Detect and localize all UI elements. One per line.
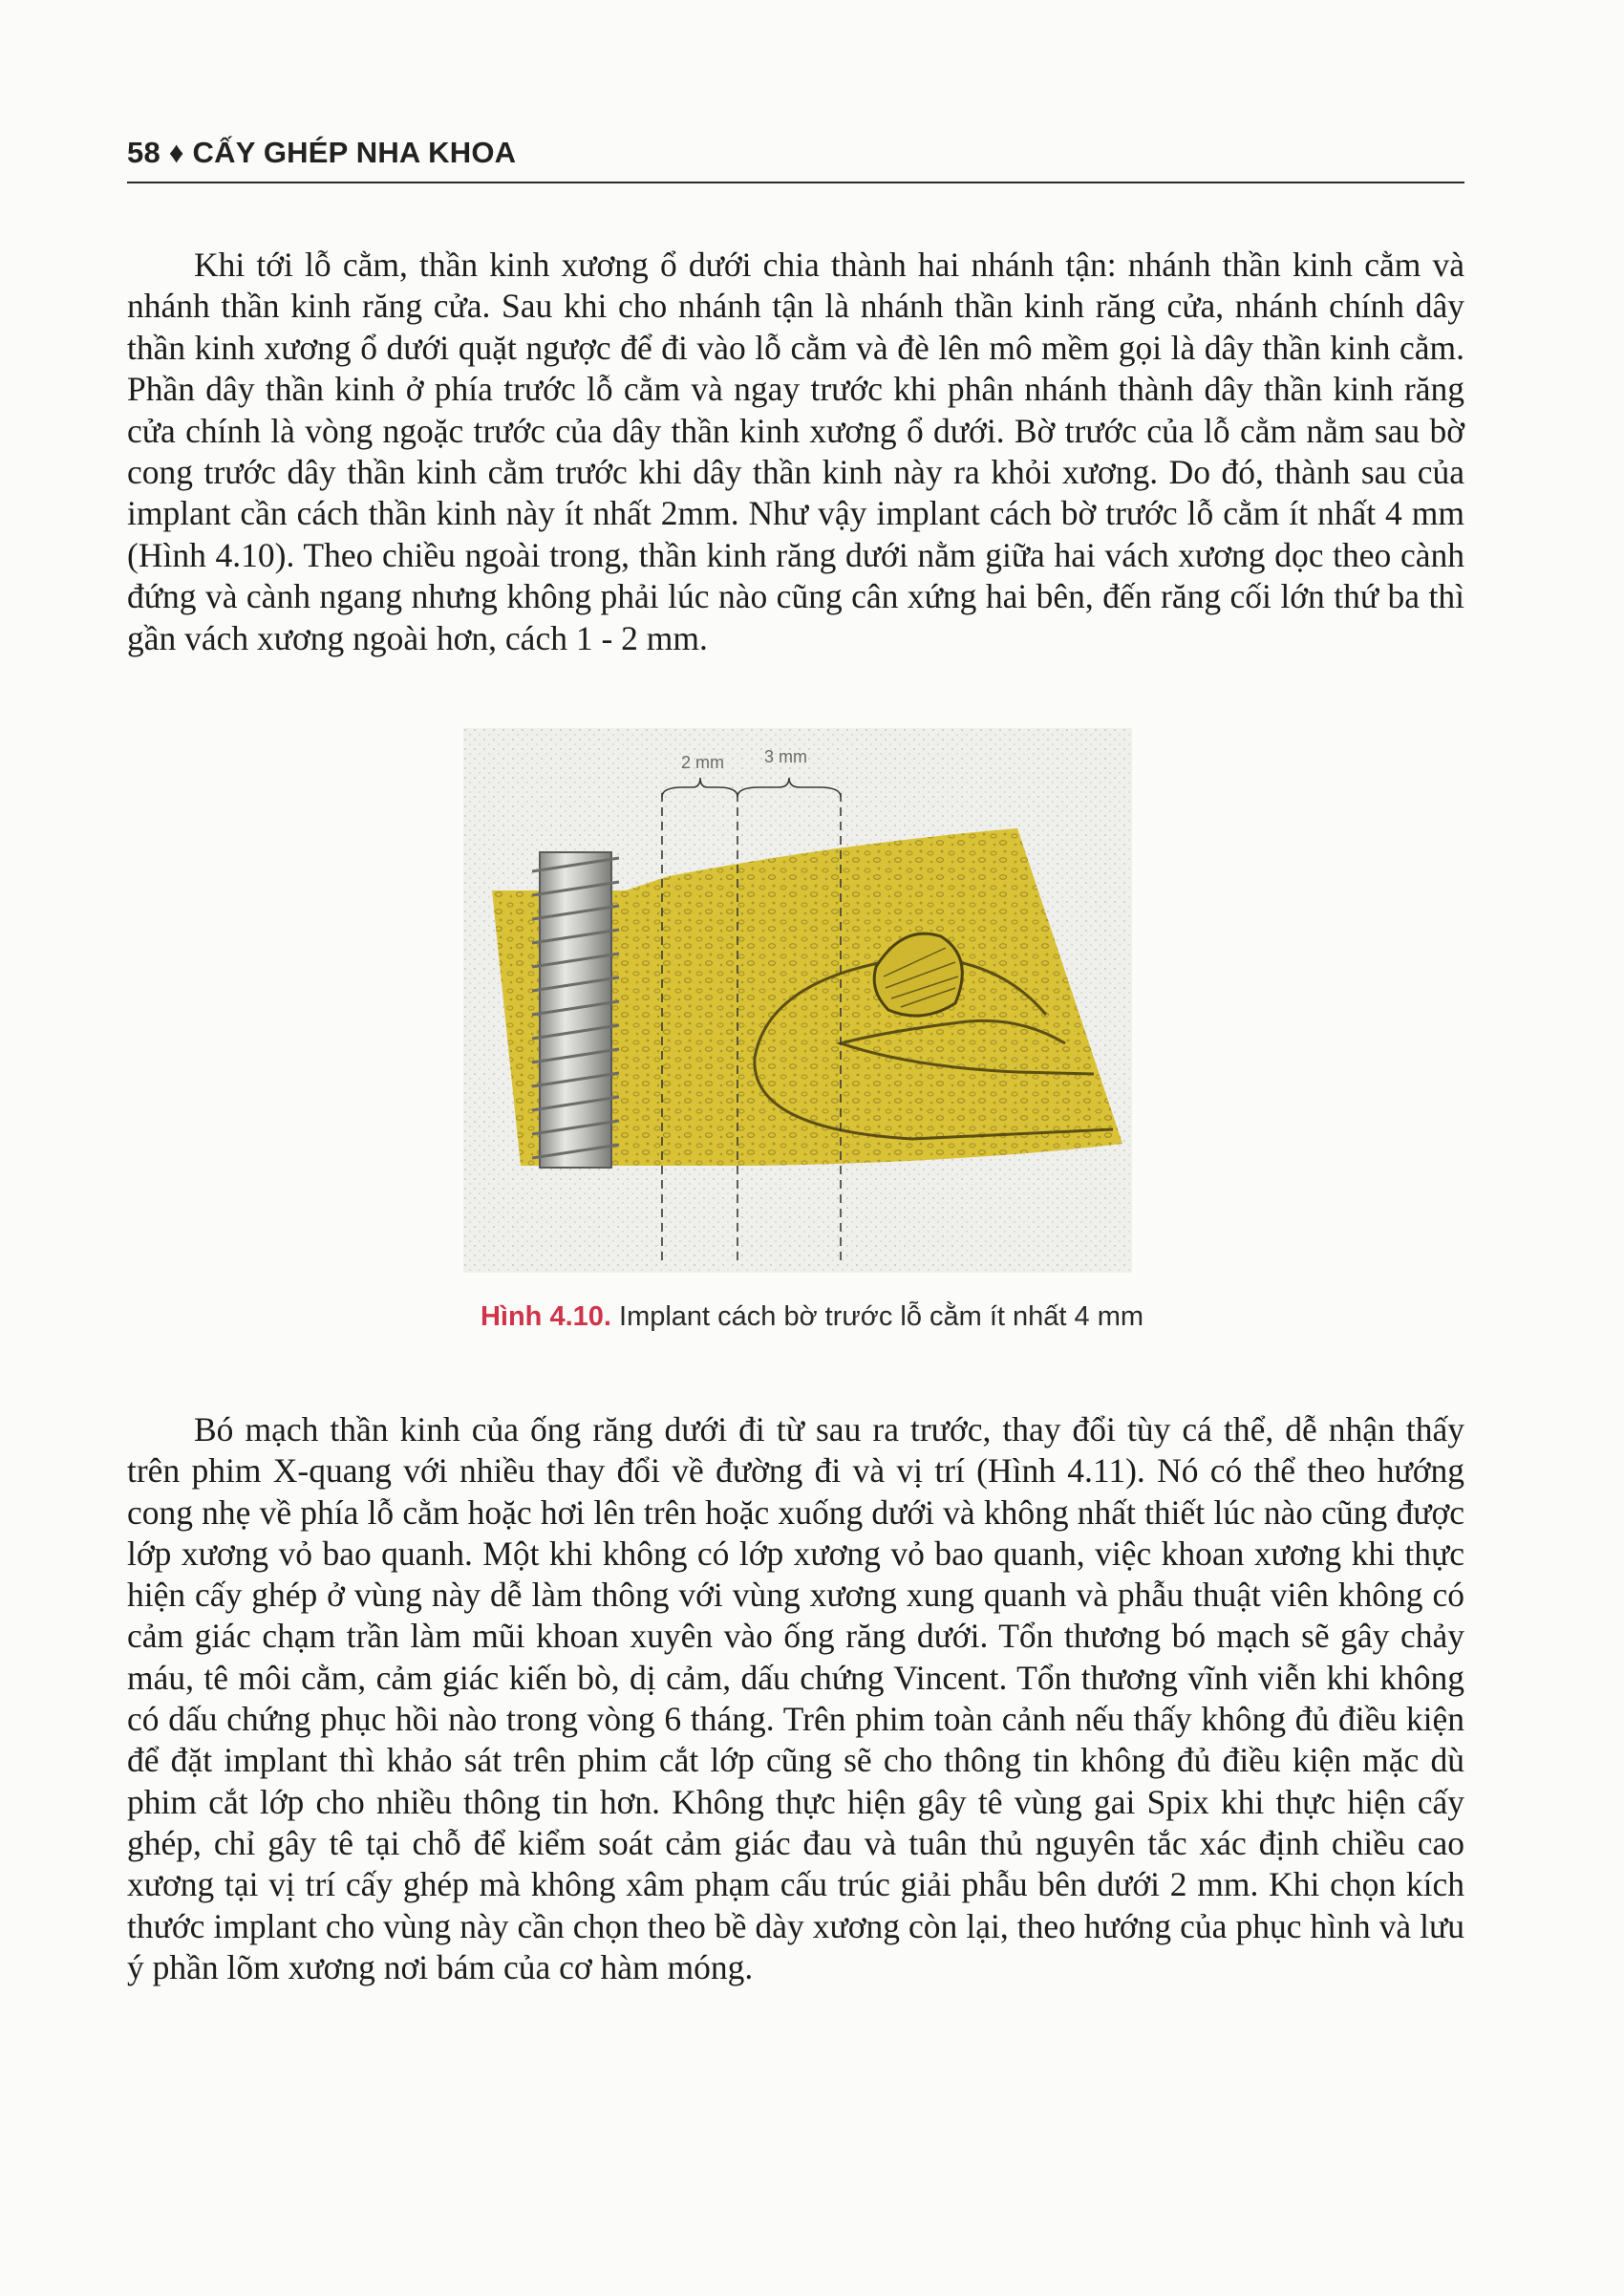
label-3mm: 3 mm bbox=[764, 747, 807, 766]
figure-caption bbox=[0, 1301, 1624, 1333]
paragraph-1: Khi tới lỗ cằm, thần kinh xương ổ dưới chia thành hai nhánh tận: nhánh thần kinh cằm và nhánh thần kinh răng cửa. Sau khi cho nhánh tận là nhánh thần kinh răng cửa, nhánh chính dây thần kinh xương ổ dưới quặt ngược để đi vào lỗ cằm và đè lên mô mềm gọi là dây thần kinh cằm. Phần dây thần kinh ở phía trước lỗ cằm và ngay trước khi phân nhánh thành dây thần kinh răng cửa chính là vòng ngoặc trước của dây thần kinh xương ổ dưới. Bờ trước của lỗ cằm nằm sau bờ cong trước dây thần kinh cằm trước khi dây thần kinh này ra khỏi xương. Do đó, thành sau của implant cần cách thần kinh này ít nhất 2mm. Như vậy implant cách bờ trước lỗ cằm ít nhất 4 mm (Hình 4.10). Theo chiều ngoài trong, thần kinh răng dưới nằm giữa hai vách xương dọc theo cành đứng và cành ngang nhưng không phải lúc nào cũng cân xứng hai bên, đến răng cối lớn thứ ba thì gần vách xương ngoài hơn, cách 1 - 2 mm. bbox=[127, 246, 1464, 657]
implant-screw bbox=[532, 852, 619, 1168]
figure-implant-diagram bbox=[463, 728, 1132, 1273]
paragraph-2: Bó mạch thần kinh của ống răng dưới đi từ sau ra trước, thay đổi tùy cá thể, dễ nhận thấy trên phim X-quang với nhiều thay đổi về đường đi và vị trí (Hình 4.11). Nó có thể theo hướng cong nhẹ về phía lỗ cằm hoặc hơi lên trên hoặc xuống dưới và không nhất thiết lúc nào cũng được lớp xương vỏ bao quanh. Một khi không có lớp xương vỏ bao quanh, việc khoan xương khi thực hiện cấy ghép ở vùng này dễ làm thông với vùng xương xung quanh và phẫu thuật viên không có cảm giác chạm trần làm mũi khoan xuyên vào ống răng dưới. Tổn thương bó mạch sẽ gây chảy máu, tê môi cằm, cảm giác kiến bò, dị cảm, dấu chứng Vincent. Tổn thương vĩnh viễn khi không có dấu chứng phục hồi nào trong vòng 6 tháng. Trên phim toàn cảnh nếu thấy không đủ điều kiện để đặt implant thì khảo sát trên phim cắt lớp cũng sẽ cho thông tin không đủ điều kiện mặc dù phim cắt lớp cho nhiều thông tin hơn. Không thực hiện gây tê vùng gai Spix khi thực hiện cấy ghép, chỉ gây tê tại chỗ để kiểm soát cảm giác đau và tuân thủ nguyên tắc xác định chiều cao xương tại vị trí cấy ghép mà không xâm phạm cấu trúc giải phẫu bên dưới 2 mm. Khi chọn kích thước implant cho vùng này cần chọn theo bề dày xương còn lại, theo hướng của phục hình và lưu ý phần lõm xương nơi bám của cơ hàm móng. bbox=[127, 1410, 1464, 1986]
implant-body bbox=[540, 852, 611, 1168]
caption-number: Hình 4.10. bbox=[480, 1301, 611, 1332]
page-header: 58 ♦ CẤY GHÉP NHA KHOA bbox=[127, 136, 517, 169]
header-rule bbox=[127, 182, 1464, 183]
caption-text: Implant cách bờ trước lỗ cằm ít nhất 4 mm bbox=[610, 1301, 1144, 1332]
label-2mm: 2 mm bbox=[681, 753, 724, 772]
